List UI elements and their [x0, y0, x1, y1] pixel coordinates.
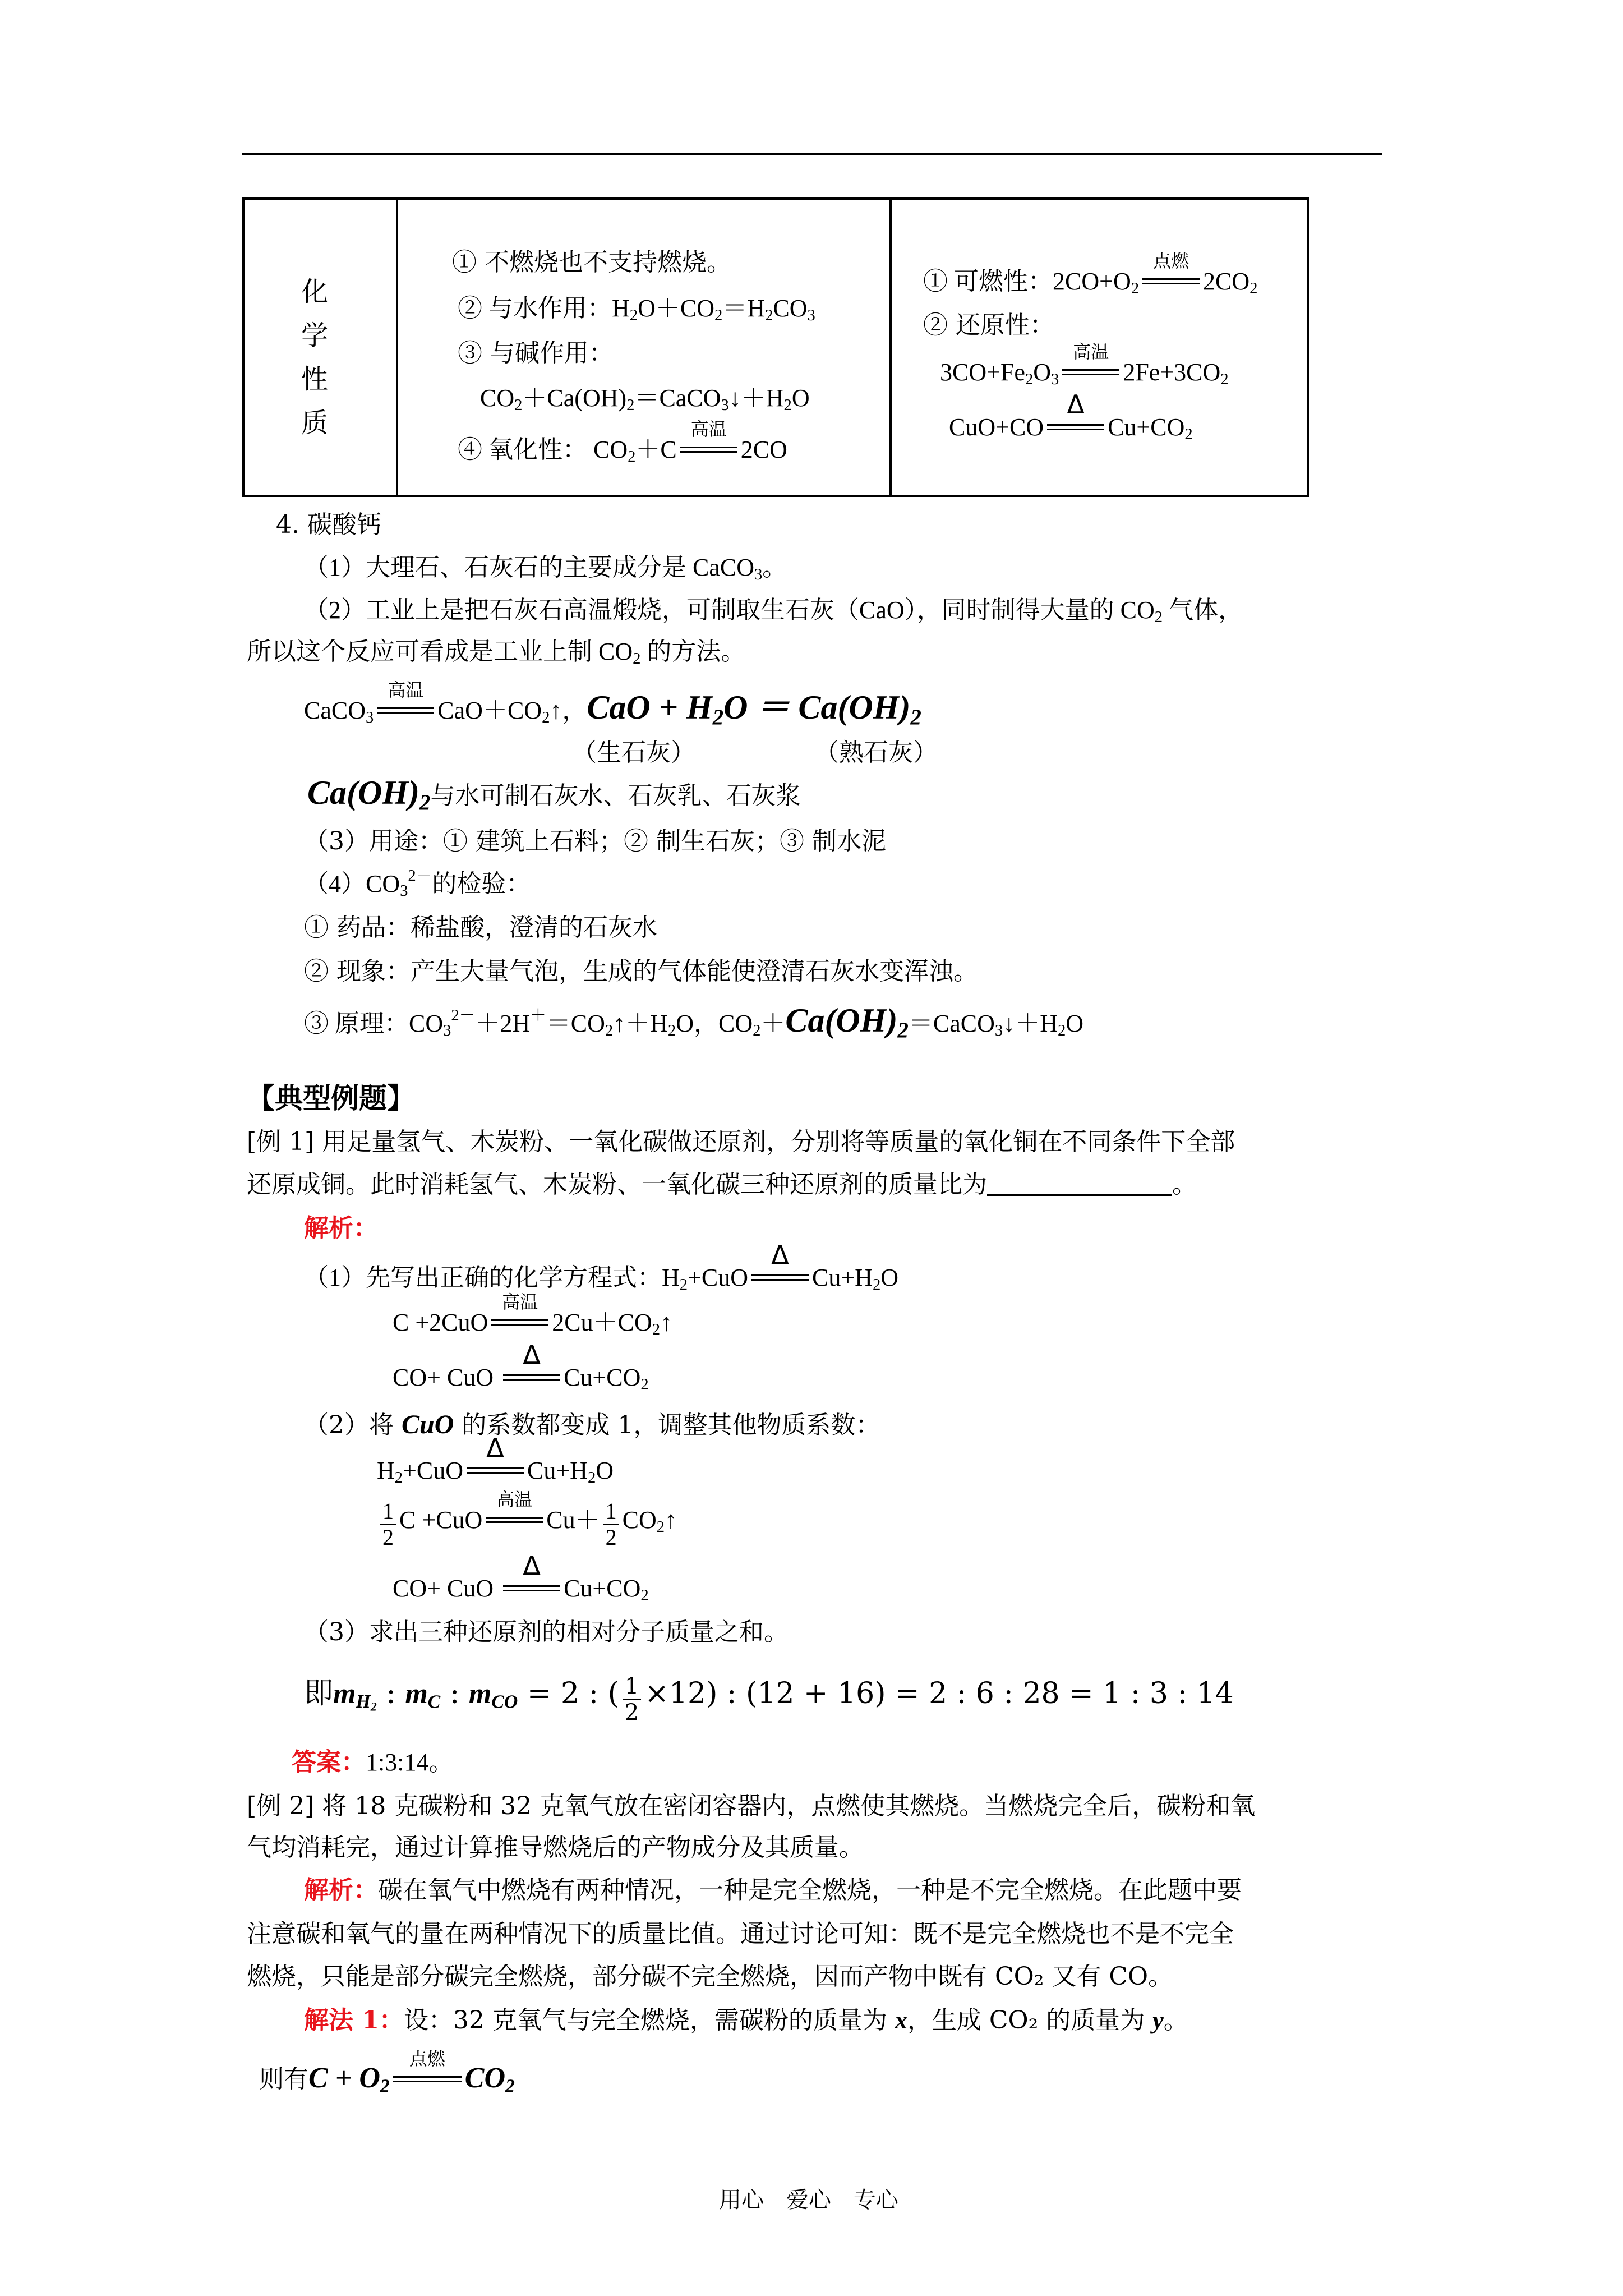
co2-property-3: ③ 与碱作用：: [458, 339, 614, 367]
co-copper-oxide-equation: CuO+CO Δ $Cu+CO_2$: [949, 389, 1193, 444]
reaction-condition: Δ: [501, 1363, 562, 1388]
reaction-condition: 点燃: [1140, 267, 1202, 292]
fraction-half: $\frac{1}{2}$: [623, 1674, 641, 1725]
reaction-condition: 点燃: [391, 2065, 464, 2090]
limewater-line: $Ca(OH)_2$与水可制石灰水、石灰乳、石灰浆: [307, 774, 801, 815]
reaction-condition: 高温: [678, 435, 740, 460]
carbon-adjusted-equation: $\frac{1}{2}$ C +CuO 高温 Cu＋ $\frac{1}{2}$ $CO_2↑$: [377, 1499, 677, 1550]
quicklime-label: （生石灰）: [572, 738, 695, 767]
co2-limewater-equation: $CO_2+Ca(OH)_2=CaCO_3↓+H_2O$: [480, 384, 810, 415]
analysis-label: 解析：: [304, 1214, 378, 1243]
example-2-line-1: [例 2] 将 18 克碳粉和 32 克氧气放在密闭容器内，点燃使其燃烧。当燃烧完全后，碳粉和氧: [247, 1792, 1256, 1820]
co-reduction-equation-1: CO+ CuO Δ $Cu+CO_2$: [393, 1340, 649, 1394]
co-property-2: ② 还原性：: [923, 311, 1054, 339]
reaction-condition: Δ: [501, 1574, 562, 1599]
co2-property-1: ① 不燃烧也不支持燃烧。: [452, 248, 731, 277]
example-2-line-2: 气均消耗完，通过计算推导燃烧后的产物成分及其质量。: [247, 1833, 864, 1862]
chemical-properties-table: [242, 197, 1309, 497]
step-3-line: （3）求出三种还原剂的相对分子质量之和。: [304, 1618, 789, 1646]
header-rule: [242, 153, 1382, 155]
paragraph-1: （1）大理石、石灰石的主要成分是 CaCO$_3$。: [304, 554, 787, 584]
phenomenon-line: ② 现象：产生大量气泡，生成的气体能使澄清石灰水变浑浊。: [304, 957, 978, 986]
table-divider-2: [889, 200, 892, 495]
mass-ratio-formula: 即$m_{H_2}$ : $m_C$ : $m_{CO} = 2$ : ( $\frac{1}{2}$ ×12) : (12 + 16) = 2 : 6 : 28 = 1 : 3 : 14: [304, 1673, 1234, 1726]
paragraph-2-line-2: 所以这个反应可看成是工业上制 $CO_2$ 的方法。: [247, 638, 746, 668]
reaction-condition: Δ: [749, 1263, 811, 1288]
co-reduction-equation-2: CO+ CuO Δ $Cu+CO_2$: [393, 1550, 649, 1605]
carbonate-test-heading: $(4)CO_3^{2-}$的检验：: [304, 867, 531, 900]
co2-property-4: ④ 氧化性： $CO_2+C$ 高温 2CO: [458, 419, 787, 466]
co2-property-2: ② 与水作用：$H_2O+CO_2=H_2CO_3$: [458, 295, 815, 325]
examples-heading: 【典型例题】: [247, 1082, 415, 1115]
fraction-half: $\frac{1}{2}$: [380, 1499, 396, 1550]
reaction-condition: Δ: [1045, 413, 1106, 438]
example-1-line-2: 还原成铜。此时消耗氢气、木炭粉、一氧化碳三种还原剂的质量比为 。: [247, 1170, 1197, 1199]
principle-line: ③ 原理：$CO_3^{2-}+2H^+=CO_2↑+H_2O$，$CO_2+Ca(OH)_2=CaCO_3↓+H_2O$: [304, 1002, 1084, 1042]
table-row-header: 化学性质: [301, 276, 328, 439]
method-1-line: 解法 1：设：32 克氧气与完全燃烧，需碳粉的质量为 x，生成 CO₂ 的质量为 y。: [304, 2006, 1188, 2035]
paragraph-2-line-1: （2）工业上是把石灰石高温煅烧，可制取生石灰（CaO），同时制得大量的 $CO_2$ 气体，: [304, 596, 1243, 627]
section-title: 4. 碳酸钙: [276, 510, 381, 539]
carbon-reduction-equation: C +2CuO 高温 $2Cu+CO_2↑$: [393, 1292, 673, 1339]
reaction-condition: 高温: [375, 696, 436, 721]
limestone-decomposition-equation: CaCO$_3$ 高温 $CaO+CO_2↑$，CaO + $H_2O = Ca(OH)_2$: [304, 680, 921, 729]
co-property-1: ① 可燃性：$2CO+O_2$ 点燃 $2CO_2$: [923, 251, 1258, 298]
reaction-condition: 高温: [483, 1506, 545, 1530]
example-2-analysis-line-3: 燃烧，只能是部分碳完全燃烧，部分碳不完全燃烧，因而产物中既有 CO₂ 又有 CO。: [247, 1962, 1173, 1991]
example-2-analysis-line-2: 注意碳和氧气的量在两种情况下的质量比值。通过讨论可知：既不是完全燃烧也不是不完全: [247, 1920, 1234, 1948]
reaction-condition: Δ: [464, 1456, 526, 1481]
step-2-line: （2）将 CuO 的系数都变成 1，调整其他物质系数：: [304, 1410, 880, 1439]
table-divider-1: [396, 200, 398, 495]
answer-blank: [987, 1171, 1172, 1196]
uses-line: （3）用途：① 建筑上石料；② 制生石灰；③ 制水泥: [304, 827, 886, 855]
reaction-condition: 高温: [489, 1308, 551, 1333]
example-2-analysis-line-1: 解析：碳在氧气中燃烧有两种情况，一种是完全燃烧，一种是不完全燃烧。在此题中要: [304, 1876, 1242, 1904]
combustion-equation: 则有$C + O_2$ 点燃 $CO_2$: [259, 2048, 515, 2097]
page-footer: 用心 爱心 专心: [719, 2187, 898, 2213]
reagent-line: ① 药品：稀盐酸，澄清的石灰水: [304, 913, 657, 942]
reaction-condition: 高温: [1060, 358, 1122, 383]
fraction-half: $\frac{1}{2}$: [603, 1499, 619, 1550]
step-1-line: （1）先写出正确的化学方程式：$H_2+CuO$ Δ $Cu+H_2O$: [304, 1240, 899, 1294]
hydrogen-adjusted-equation: $H_2+CuO$ Δ $Cu+H_2O$: [377, 1433, 614, 1487]
answer-line: 答案：1:3:14。: [292, 1748, 454, 1777]
slaked-lime-label: （熟石灰）: [814, 738, 938, 767]
co-iron-oxide-equation: $3CO+Fe_2O_3$ 高温 $2Fe+3CO_2$: [940, 342, 1229, 389]
example-1-line-1: [例 1] 用足量氢气、木炭粉、一氧化碳做还原剂，分别将等质量的氧化铜在不同条件下全部: [247, 1128, 1235, 1156]
